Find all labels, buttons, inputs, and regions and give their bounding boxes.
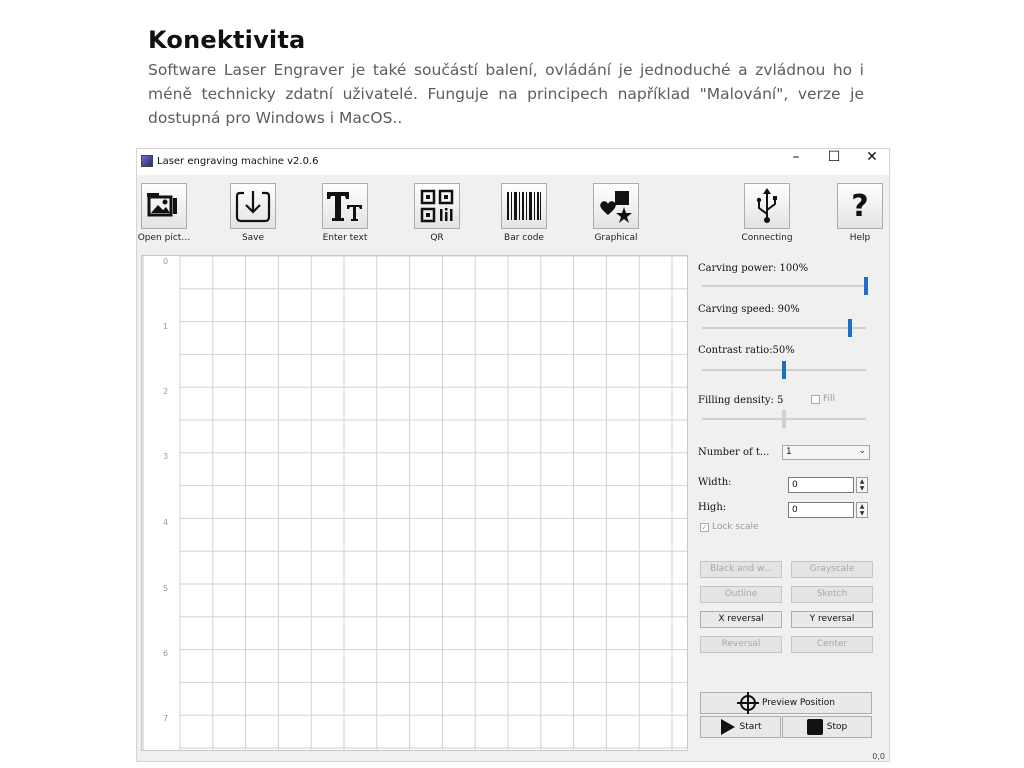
high-label: High: — [698, 502, 727, 513]
text-icon — [325, 188, 365, 224]
grayscale-button[interactable]: Grayscale — [791, 561, 873, 578]
graphical-label: Graphical — [594, 233, 638, 243]
ruler-label: 5 — [163, 584, 169, 593]
article-heading: Konektivita — [148, 26, 306, 54]
save-label: Save — [241, 233, 265, 243]
qr-button[interactable] — [407, 183, 467, 243]
qr-code-icon — [419, 188, 455, 224]
number-of-times-value: 1 — [786, 447, 792, 457]
settings-panel — [696, 255, 886, 755]
crosshair-icon — [737, 692, 759, 714]
start-label: Start — [739, 722, 762, 732]
toolbar — [137, 175, 889, 253]
carving-power-slider[interactable] — [702, 285, 866, 287]
canvas-grid — [142, 256, 687, 750]
ruler-label: 6 — [163, 649, 169, 658]
chevron-down-icon: ⌄ — [858, 446, 866, 456]
stop-icon — [807, 719, 823, 735]
preview-position-label: Preview Position — [762, 698, 835, 708]
contrast-ratio-slider[interactable] — [702, 369, 866, 371]
open-picture-button[interactable] — [136, 183, 194, 243]
app-window — [136, 148, 890, 762]
ruler-label: 1 — [163, 322, 169, 331]
play-icon — [720, 719, 736, 735]
article — [148, 26, 864, 130]
question-icon: ? — [851, 188, 869, 224]
ruler-label: 0 — [163, 257, 169, 266]
black-white-button[interactable]: Black and w... — [700, 561, 782, 578]
x-reversal-button[interactable]: X reversal — [700, 611, 782, 628]
connecting-button[interactable] — [737, 183, 797, 243]
lock-scale-checkbox[interactable]: ✓ — [701, 523, 708, 532]
window-title: Laser engraving machine v2.0.6 — [157, 156, 319, 167]
width-label: Width: — [698, 477, 732, 488]
close-button[interactable]: ✕ — [866, 149, 878, 165]
preview-position-button[interactable] — [700, 692, 872, 714]
help-button[interactable] — [830, 183, 890, 243]
usb-icon — [752, 187, 782, 225]
outline-button[interactable]: Outline — [700, 586, 782, 603]
width-input[interactable]: 0 — [788, 477, 854, 493]
article-paragraph: Software Laser Engraver je také součástí balení, ovládání je jednoduché a zvládnou ho i méně technicky zdatní uživatelé. Funguje na principech například "Malování", verze je dostupná pro Windows i MacOS.. — [148, 61, 864, 127]
barcode-label: Bar code — [504, 233, 544, 243]
high-stepper[interactable]: ▲ ▼ — [856, 502, 868, 518]
help-label: Help — [849, 233, 871, 243]
high-input[interactable]: 0 — [788, 502, 854, 518]
barcode-icon — [505, 190, 543, 222]
reversal-button[interactable]: Reversal — [700, 636, 782, 653]
minimize-button[interactable]: – — [792, 149, 800, 165]
enter-text-label: Enter text — [322, 233, 368, 243]
number-of-times-label: Number of t... — [698, 447, 770, 458]
qr-label: QR — [430, 233, 444, 243]
ruler-label: 3 — [163, 452, 169, 461]
y-reversal-button[interactable]: Y reversal — [791, 611, 873, 628]
ruler-label: 7 — [163, 714, 169, 723]
fill-checkbox[interactable] — [811, 395, 820, 404]
ruler-label: 4 — [163, 518, 169, 527]
filling-density-label: Filling density: 5 — [698, 395, 784, 406]
download-icon — [234, 187, 272, 225]
carving-speed-thumb[interactable] — [848, 319, 852, 337]
open-picture-label: Open pict… — [137, 233, 191, 243]
contrast-ratio-thumb[interactable] — [782, 361, 786, 379]
fill-label: Fill — [823, 394, 836, 404]
lock-scale-label: Lock scale — [712, 522, 759, 532]
ruler-label: 2 — [163, 387, 169, 396]
stop-label: Stop — [826, 722, 848, 732]
number-of-times-select[interactable] — [782, 445, 870, 460]
save-button[interactable] — [223, 183, 283, 243]
carving-speed-label: Carving speed: 90% — [698, 304, 800, 315]
contrast-ratio-label: Contrast ratio:50% — [698, 345, 795, 356]
maximize-button[interactable]: ☐ — [827, 149, 841, 165]
connecting-label: Connecting — [741, 233, 793, 243]
filling-density-thumb[interactable] — [782, 410, 786, 428]
center-button[interactable]: Center — [791, 636, 873, 653]
barcode-button[interactable] — [494, 183, 554, 243]
carving-power-thumb[interactable] — [864, 277, 868, 295]
carving-power-label: Carving power: 100% — [698, 263, 809, 274]
status-coordinates: 0,0 — [872, 752, 885, 761]
start-button[interactable] — [700, 716, 781, 738]
graphical-button[interactable] — [586, 183, 646, 243]
engraving-canvas[interactable] — [141, 255, 688, 751]
shapes-icon — [597, 188, 635, 224]
filling-density-slider[interactable] — [702, 418, 866, 420]
carving-speed-slider[interactable] — [702, 327, 866, 329]
stop-button[interactable] — [782, 716, 872, 738]
app-icon — [141, 155, 153, 167]
image-icon — [146, 191, 182, 221]
width-stepper[interactable]: ▲ ▼ — [856, 477, 868, 493]
enter-text-button[interactable] — [315, 183, 375, 243]
title-bar[interactable] — [137, 149, 889, 175]
sketch-button[interactable]: Sketch — [791, 586, 873, 603]
